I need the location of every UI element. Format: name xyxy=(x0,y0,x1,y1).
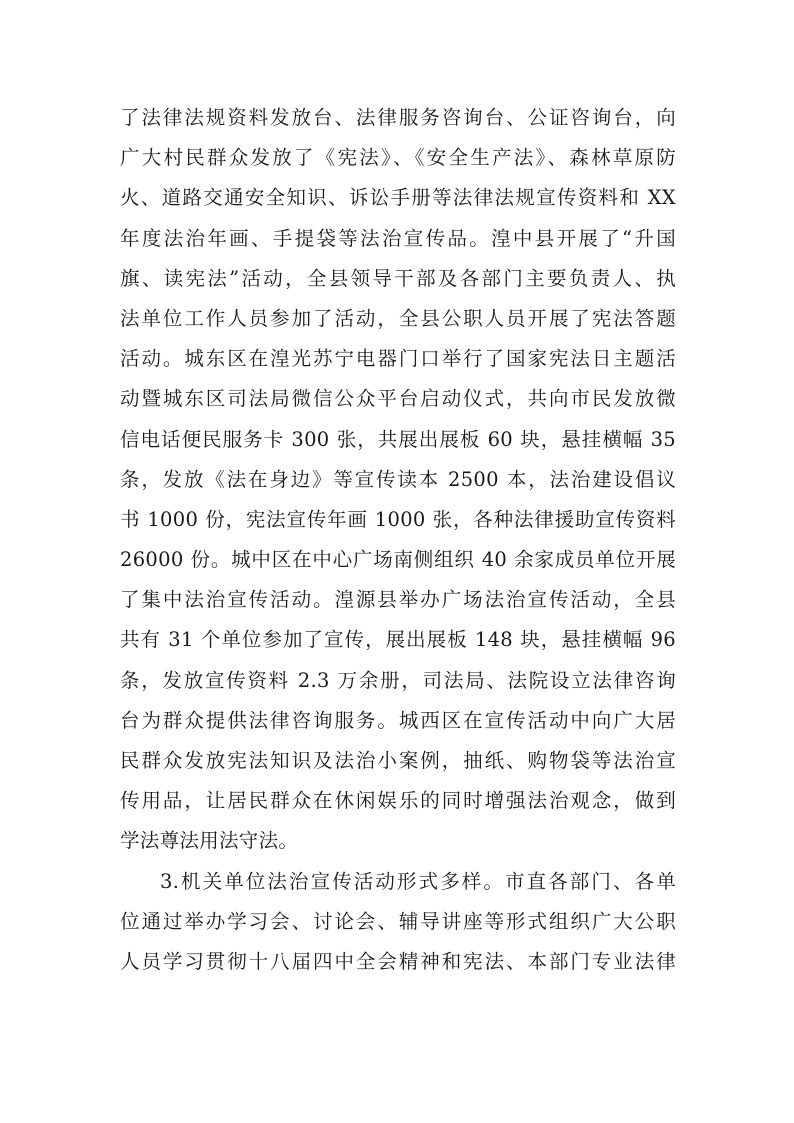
text-line: 火、道路交通安全知识、诉讼手册等法律法规宣传资料和 XX xyxy=(120,186,676,210)
paragraph-1 xyxy=(120,98,676,862)
text-line: 传用品，让居民群众在休闲娱乐的同时增强法治观念，做到 xyxy=(120,789,676,813)
text-line: 条，发放宣传资料 2.3 万余册，司法局、法院设立法律咨询 xyxy=(120,668,676,692)
text-line: 3.机关单位法治宣传活动形式多样。市直各部门、各单 xyxy=(160,869,676,893)
paragraph-2 xyxy=(120,862,676,983)
text-line: 人员学习贯彻十八届四中全会精神和宪法、本部门专业法律 xyxy=(120,949,676,973)
text-line: 共有 31 个单位参加了宣传，展出展板 148 块，悬挂横幅 96 xyxy=(120,628,676,652)
text-line: 书 1000 份，宪法宣传年画 1000 张，各种法律援助宣传资料 xyxy=(120,507,676,531)
text-line: 位通过举办学习会、讨论会、辅导讲座等形式组织广大公职 xyxy=(120,909,676,933)
document-body xyxy=(120,98,676,982)
text-line: 学法尊法用法守法。 xyxy=(120,829,299,853)
text-line: 年度法治年画、手提袋等法治宣传品。湟中县开展了“升国 xyxy=(120,226,676,250)
text-line: 旗、读宪法”活动，全县领导干部及各部门主要负责人、执 xyxy=(120,266,676,290)
text-line: 法单位工作人员参加了活动，全县公职人员开展了宪法答题 xyxy=(120,306,676,330)
text-line: 广大村民群众发放了《宪法》、《安全生产法》、森林草原防 xyxy=(120,146,676,170)
text-line: 民群众发放宪法知识及法治小案例，抽纸、购物袋等法治宣 xyxy=(120,749,676,772)
text-line: 了法律法规资料发放台、法律服务咨询台、公证咨询台，向 xyxy=(120,106,676,129)
text-line: 信电话便民服务卡 300 张，共展出展板 60 块，悬挂横幅 35 xyxy=(120,427,676,451)
text-line: 活动。城东区在湟光苏宁电器门口举行了国家宪法日主题活 xyxy=(120,347,676,371)
text-line: 了集中法治宣传活动。湟源县举办广场法治宣传活动，全县 xyxy=(120,588,676,612)
text-line: 26000 份。城中区在中心广场南侧组织 40 余家成员单位开展 xyxy=(120,548,676,572)
text-line: 动暨城东区司法局微信公众平台启动仪式，共向市民发放微 xyxy=(120,387,676,411)
text-line: 台为群众提供法律咨询服务。城西区在宣传活动中向广大居 xyxy=(120,708,676,732)
text-line: 条，发放《法在身边》等宣传读本 2500 本，法治建设倡议 xyxy=(120,467,676,491)
